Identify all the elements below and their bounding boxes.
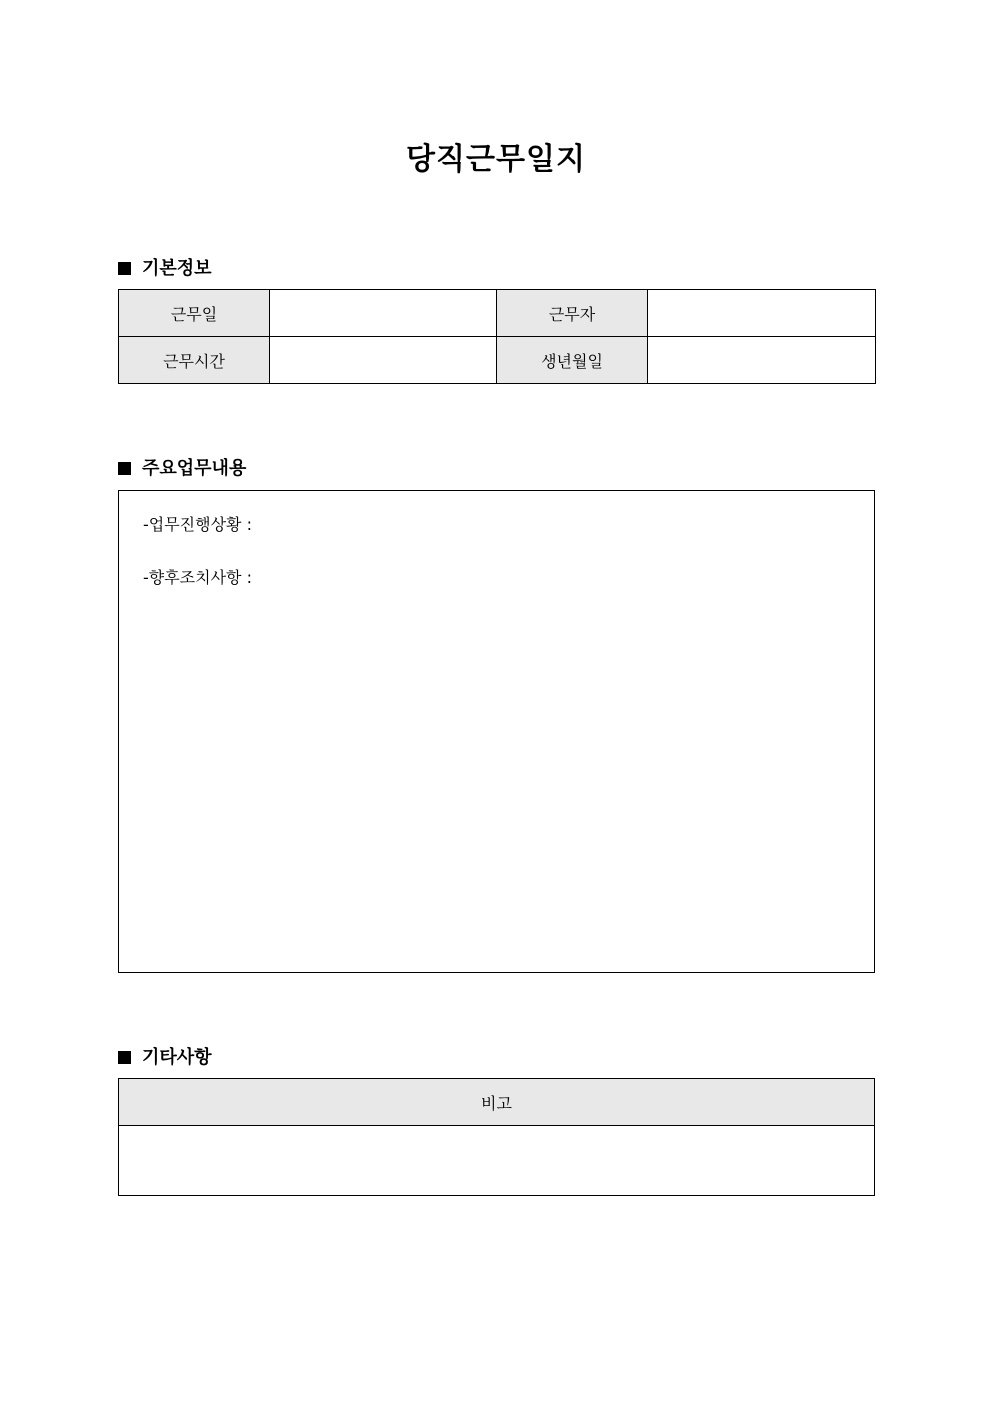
section-heading-label: 기타사항 (142, 1047, 212, 1068)
birth-date-label: 생년월일 (497, 337, 648, 384)
table-row (119, 290, 876, 337)
work-date-field[interactable] (270, 290, 497, 337)
notes-header: 비고 (119, 1079, 875, 1126)
section-heading-main-duties (118, 454, 246, 480)
work-date-label: 근무일 (119, 290, 270, 337)
table-row (119, 1079, 875, 1126)
black-square-bullet-icon (118, 1051, 131, 1064)
basic-info-table (118, 289, 876, 384)
table-row (119, 337, 876, 384)
work-hours-label: 근무시간 (119, 337, 270, 384)
work-hours-field[interactable] (270, 337, 497, 384)
section-heading-label: 기본정보 (142, 258, 212, 279)
main-duties-content-box[interactable] (118, 490, 875, 973)
notes-field[interactable] (119, 1126, 875, 1196)
document-title: 당직근무일지 (406, 142, 586, 177)
follow-up-actions-line: -향후조치사항 : (143, 568, 252, 587)
worker-label: 근무자 (497, 290, 648, 337)
table-row (119, 1126, 875, 1196)
notes-table (118, 1078, 875, 1196)
birth-date-field[interactable] (648, 337, 876, 384)
worker-field[interactable] (648, 290, 876, 337)
section-heading-basic-info (118, 254, 212, 280)
section-heading-label: 주요업무내용 (142, 458, 247, 479)
section-heading-other (118, 1043, 212, 1069)
black-square-bullet-icon (118, 462, 131, 475)
black-square-bullet-icon (118, 262, 131, 275)
work-progress-line: -업무진행상황 : (143, 515, 252, 534)
